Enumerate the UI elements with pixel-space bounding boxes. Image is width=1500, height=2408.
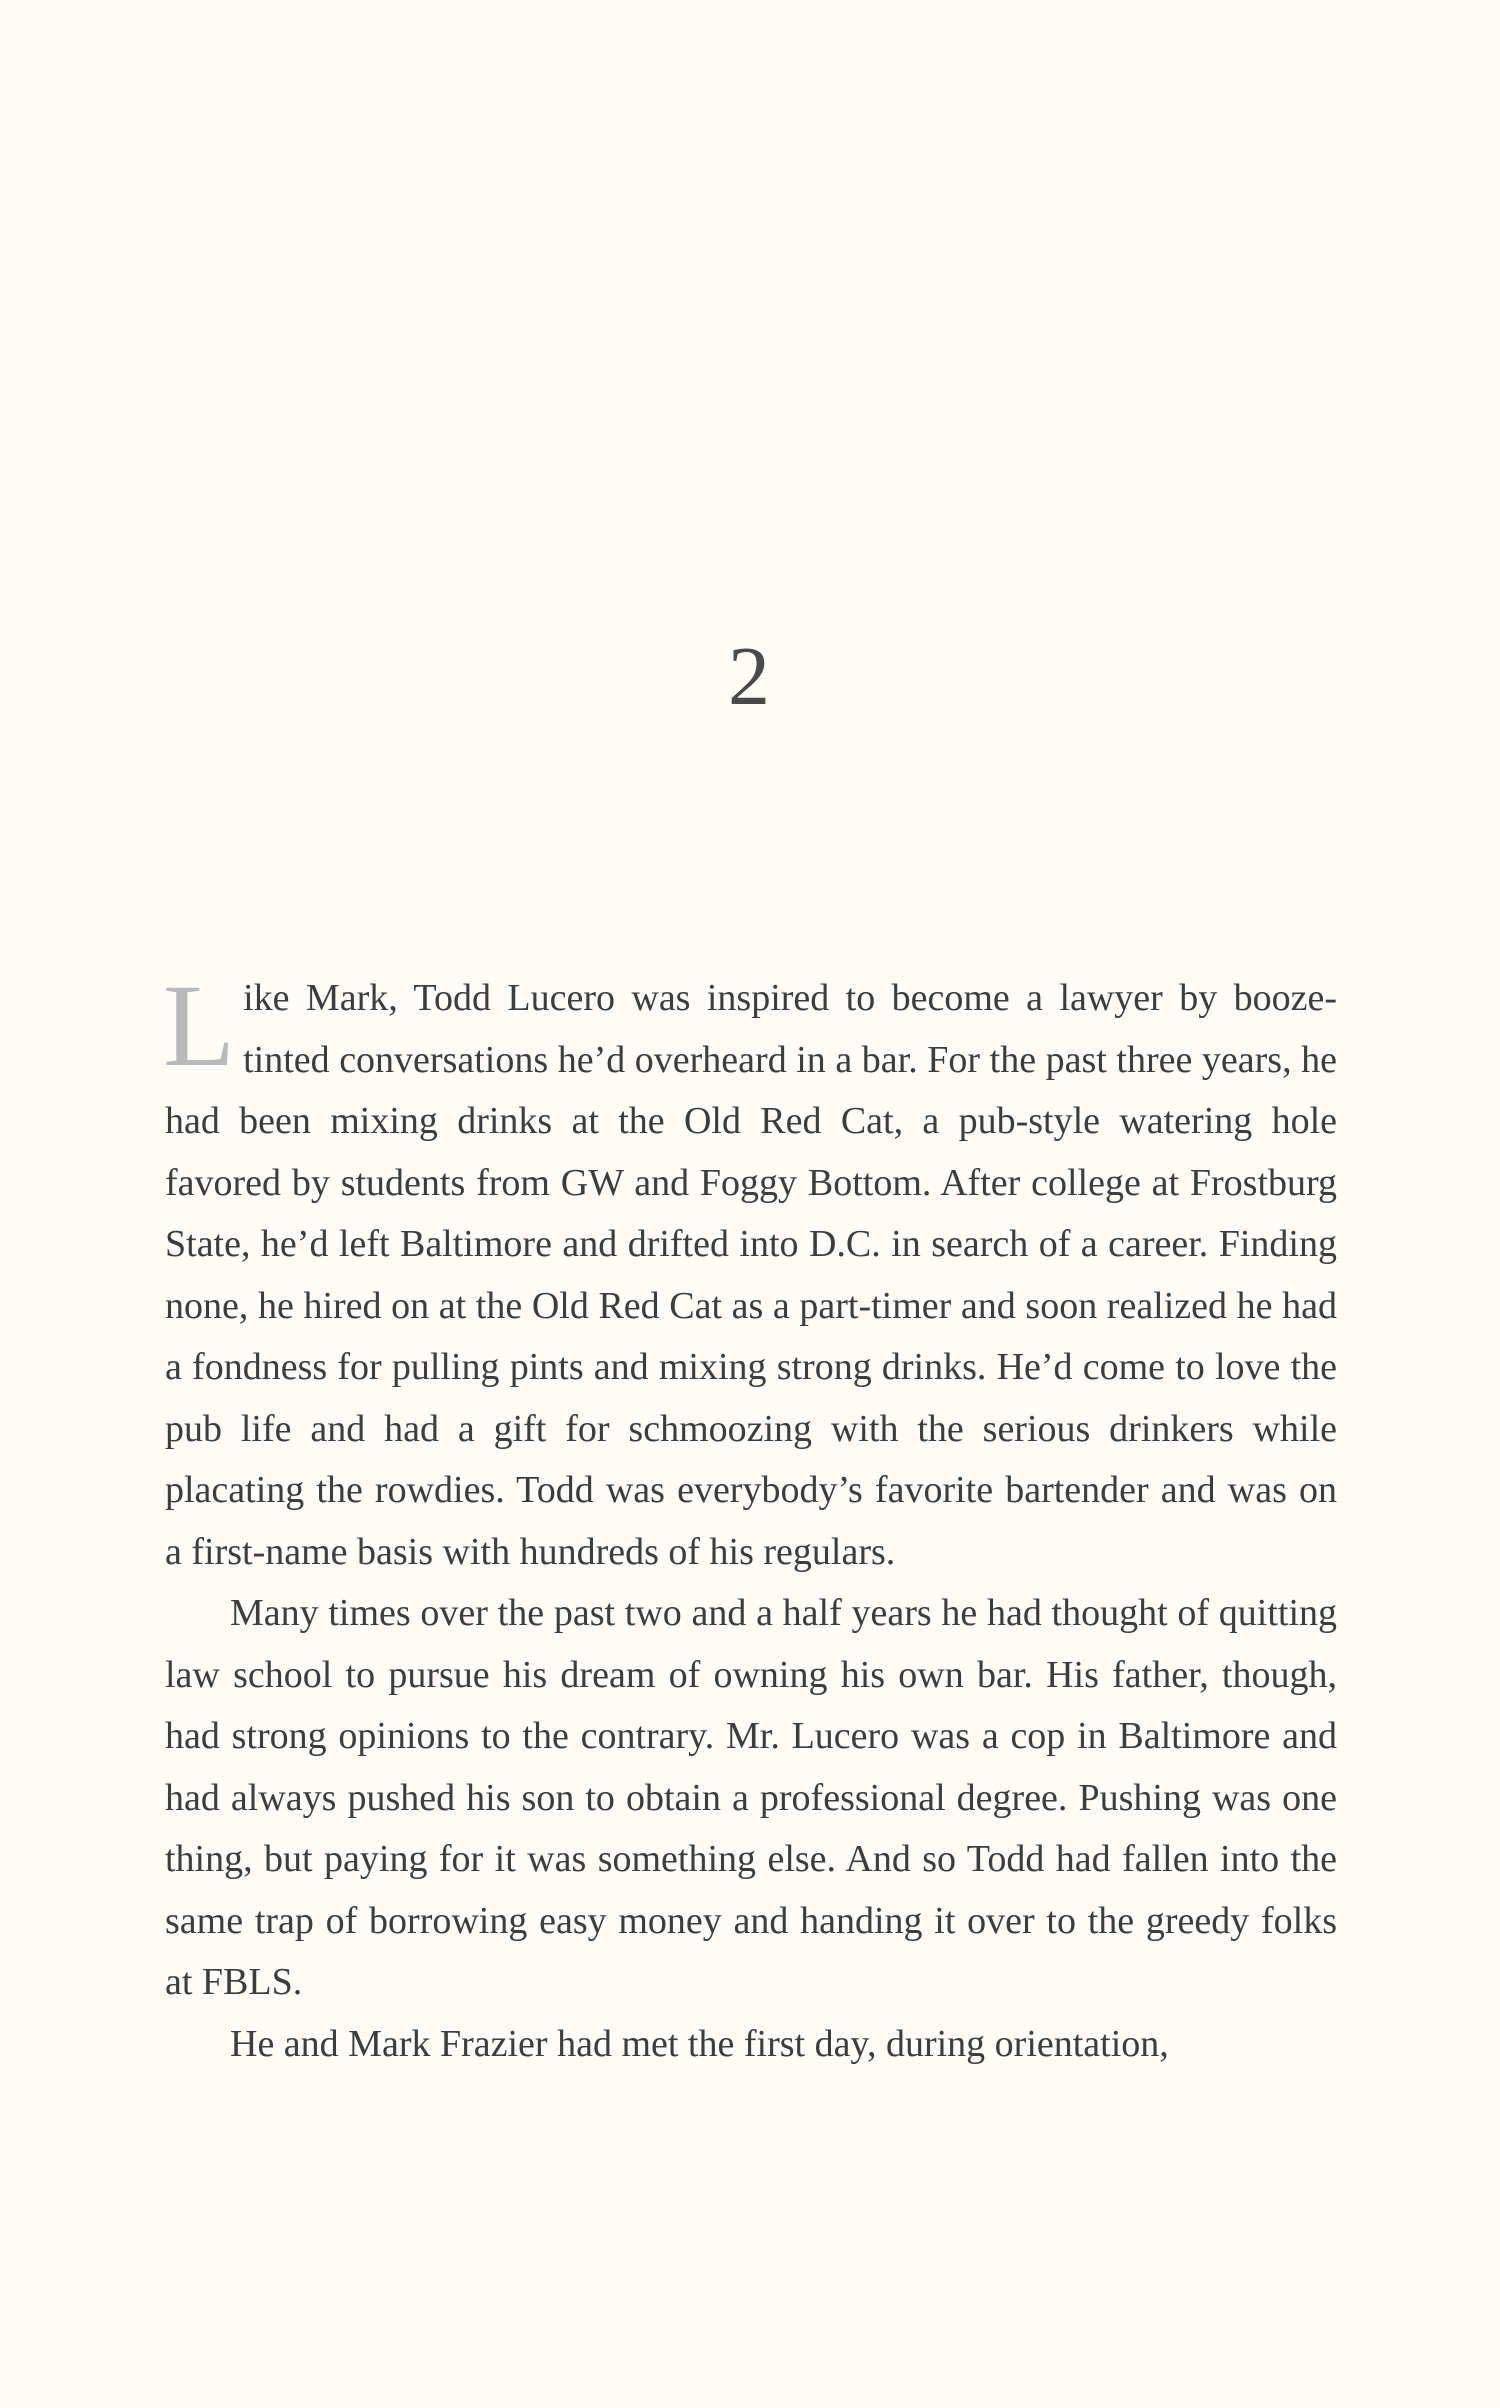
chapter-number: 2: [728, 630, 772, 723]
paragraph-2: Many times over the past two and a half years he had thought of quitting law school to pursue his dream of owning his own bar. His father, though, had strong opinions to the contrary. Mr. Lucero was a cop in Baltimore and had always pushed his son to obtain a professional degree. Pushing was one thing, but paying for it was something else. And so Todd had fallen into the same trap of borrowing easy money and handing it over to the greedy folks at FBLS.: [165, 1592, 1337, 2003]
chapter-body: [163, 960, 1337, 2075]
paragraph-1: [163, 960, 1337, 1583]
paragraph-3: He and Mark Frazier had met the first day, during orientation,: [230, 2022, 1169, 2065]
drop-cap: L: [163, 960, 236, 1091]
paragraph-1-text: ike Mark, Todd Lucero was inspired to become a lawyer by booze-tinted conversations he’d overheard in a bar. For the past three years, he had been mixing drinks at the Old Red Cat, a pub-style watering hole favored by students from GW and Foggy Bottom. After college at Frostburg State, he’d left Baltimore and drifted into D.C. in search of a career. Finding none, he hired on at the Old Red Cat as a part-timer and soon realized he had a fondness for pulling pints and mixing strong drinks. He’d come to love the pub life and had a gift for schmoozing with the serious drinkers while placating the rowdies. Todd was everybody’s favorite bartender and was on a first-name basis with hundreds of his regulars.: [165, 977, 1337, 1573]
